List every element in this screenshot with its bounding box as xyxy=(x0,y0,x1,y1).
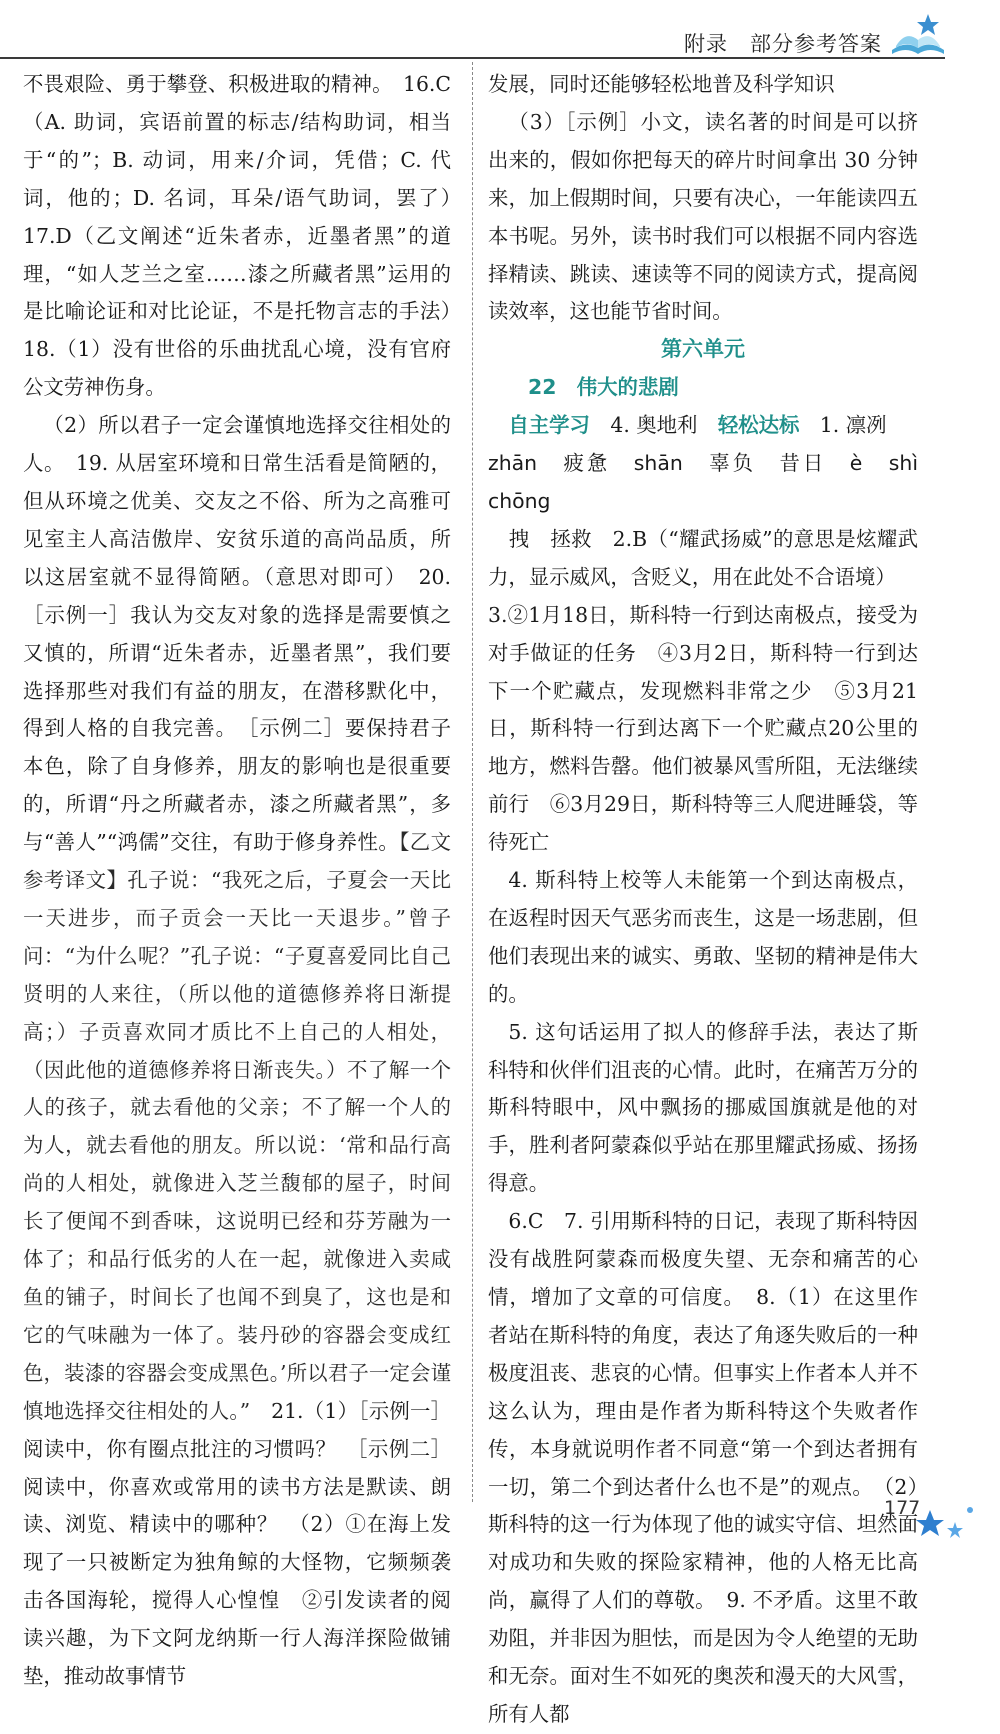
answer-paragraph-2 xyxy=(23,407,451,1696)
lesson-title: 22 伟大的悲剧 xyxy=(528,375,679,400)
q2-answer: 2.B（“耀武扬威”的意思是炫耀武力，显示威风，含贬义，用在此处不合语境） xyxy=(488,526,919,589)
answer-text-21: 21.（1）［示例一］阅读中，你有圈点批注的习惯吗？ ［示例二］阅读中，你喜欢或常用的读书方法是默读、朗读、浏览、精读中的哪种？ （2）①在海上发现了一只被断定为独角鲸的大怪物，它频频袭击各国海轮，搅得人心惶惶 ②引发读者的阅读兴趣，为下文阿龙纳斯一行人海洋探险做铺垫，推动故事情节 xyxy=(23,1398,451,1689)
answer-text-2: （2）所以君子一定会谨慎地选择交往相处的人。 19. 从居室环境和日常生活看是简陋的，但从环境之优美、交友之不俗、所为之高雅可见室主人高洁傲岸、安贫乐道的高尚品质，所以这居室就不显得简陋。（意思对即可） 20.［示例一］我认为交友对象的选择是需要慎之又慎的，所谓“近朱者赤，近墨者黑”，我们要选择那些对我们有益的朋友，在潜移默化中，得到人格的自我完善。 ［示例二］要保持君子本色，除了自身修养，朋友的影响也是很重要的，所谓“丹之所藏者赤，漆之所藏者黑”，多与“善人”“鸿儒”交往，有助于修身养性。 xyxy=(23,413,451,855)
q6-9-answer: 6.C 7. 引用斯科特的日记，表现了斯科特因没有战胜阿蒙森而极度失望、无奈和痛苦的心情，增加了文章的可信度。 8.（1）在这里作者站在斯科特的角度，表达了角逐失败后的一种极度沮丧、悲哀的心情。但事实上作者本人并不这么认为，理由是作者为斯科特这个失败者作传，本身就说明作者不同意“第一个到达者拥有一切，第二个到达者什么也不是”的观点。 （2）斯科特的这一行为体现了他的诚实守信、坦然面对成功和失败的探险家精神，他的人格无比高尚，赢得了人们的尊敬。 9. 不矛盾。这里不敢劝阻，并非因为胆怯，而是因为令人绝望的无助和无奈。面对生不如死的奥茨和漫天的大风雪，所有人都 xyxy=(488,1209,918,1726)
q4-answer: 4. 斯科特上校等人未能第一个到达南极点，在返程时因天气恶劣而丧生，这是一场悲剧，但他们表现出来的诚实、勇敢、坚韧的精神是伟大的。 xyxy=(488,868,918,1006)
left-column xyxy=(23,66,472,1696)
q1-prefix: 1. 凛冽 xyxy=(819,413,887,438)
pinyin-line: zhān 疲惫 shān 辜负 昔日 è shì chōng xyxy=(488,451,939,513)
unit-title: 第六单元 xyxy=(661,337,745,362)
answer-continued: 发展，同时还能够轻松地普及科学知识 xyxy=(488,72,835,96)
header-title: 附录 部分参考答案 xyxy=(684,32,882,56)
self-study-answer: 4. 奥地利 xyxy=(610,413,698,438)
column-divider xyxy=(472,62,473,1502)
q3-answer: 3.②1月18日，斯科特一行到达南极点，接受为对手做证的任务 ④3月2日，斯科特一行到达下一个贮藏点，发现燃料非常之少 ⑤3月21日，斯科特一行到达离下一个贮藏点20公里的地方，燃料告罄。他们被暴风雪所阻，无法继续前行 ⑥3月29日，斯科特等三人爬进睡袋，等待死亡 xyxy=(488,602,918,855)
open-book-star-icon xyxy=(888,10,948,58)
right-column xyxy=(488,66,939,1734)
page-header xyxy=(0,0,1000,62)
header-rule xyxy=(0,57,945,59)
answer-reading-advice: （3）［示例］小文，读名著的时间是可以挤出来的，假如你把每天的碎片时间拿出 30 分钟来，加上假期时间，只要有决心，一年能读四五本书呢。另外，读书时我们可以根据不同内容选择精读、跳读、速读等不同的阅读方式，提高阅读效率，这也能节省时间。 xyxy=(488,109,918,324)
q1-line2: 拽 拯救 xyxy=(508,526,592,551)
page-number: 177 xyxy=(884,1497,921,1519)
q1-q2-line xyxy=(488,521,918,597)
answer-paragraph-1: 不畏艰险、勇于攀登、积极进取的精神。 16.C（A. 助词，宾语前置的标志/结构助词，相当于“的”；B. 动词，用来/介词，凭借；C. 代词，他的；D. 名词，耳朵/语气助词，罢了） 17.D（乙文阐述“近朱者赤，近墨者黑”的道理，“如人芝兰之室……漆之所藏者黑”运用的是比喻论证和对比论证，不是托物言志的手法） 18.（1）没有世俗的乐曲扰乱心境，没有官府公文劳神伤身。 xyxy=(23,72,472,400)
translation-text: 孔子说：“我死之后，子夏会一天比一天进步，而子贡会一天比一天退步。”曾子问：“为什么呢？”孔子说：“子夏喜爱同比自己贤明的人来往，（所以他的道德修养将日渐提高；）子贡喜欢同才质比不上自己的人相处，（因此他的道德修养将日渐丧失。）不了解一个人的孩子，就去看他的父亲；不了解一个人的为人，就去看他的朋友。所以说：‘常和品行高尚的人相处，就像进入芝兰馥郁的屋子，时间长了便闻不到香味，这说明已经和芬芳融为一体了；和品行低劣的人在一起，就像进入卖咸鱼的铺子，时间长了也闻不到臭了，这也是和它的气味融为一体了。装丹砂的容器会变成红色，装漆的容器会变成黑色。’所以君子一定会谨慎地选择交往相处的人。” xyxy=(23,868,451,1423)
easy-goal-tag: 轻松达标 xyxy=(717,413,800,438)
q5-answer: 5. 这句话运用了拟人的修辞手法，表达了斯科特和伙伴们沮丧的心情。此时，在痛苦万分的斯科特眼中，风中飘扬的挪威国旗就是他的对手，胜利者阿蒙森似乎站在那里耀武扬威、扬扬得意。 xyxy=(488,1019,918,1196)
translation-label: 【乙文参考译文】 xyxy=(23,830,451,893)
self-study-line xyxy=(488,407,918,445)
self-study-tag: 自主学习 xyxy=(508,413,590,438)
